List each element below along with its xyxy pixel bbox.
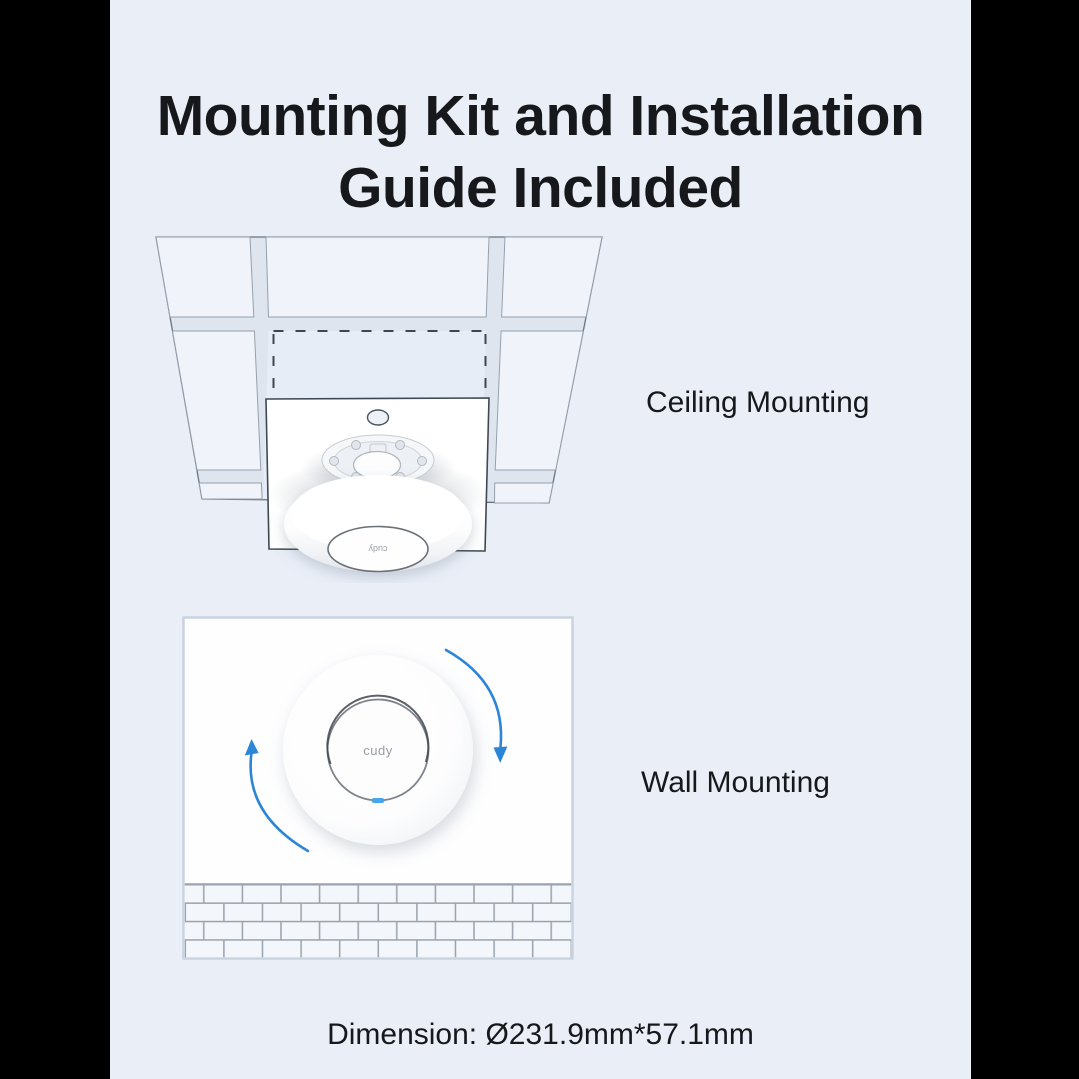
left-black-bar xyxy=(0,0,110,1079)
ceiling-mounting-illustration xyxy=(140,228,610,583)
page-title xyxy=(110,80,971,224)
right-black-bar xyxy=(971,0,1079,1079)
wall-access-point-device xyxy=(283,655,473,845)
title-line-1: Mounting Kit and Installation xyxy=(156,84,925,149)
access-point-device xyxy=(284,475,472,572)
title-line-2: Guide Included xyxy=(338,156,743,221)
led-indicator xyxy=(372,798,385,803)
cable-hole xyxy=(368,410,389,425)
brand-logo: cudy xyxy=(363,743,393,758)
bracket-center-hole xyxy=(354,452,401,479)
brick-wall xyxy=(185,884,571,957)
wall-mounting-label: Wall Mounting xyxy=(641,766,830,799)
dimension-text: Dimension: Ø231.9mm*57.1mm xyxy=(327,1018,754,1051)
wall-mounting-illustration xyxy=(178,613,578,963)
brand-logo: cudy xyxy=(368,544,388,554)
ceiling-mounting-label: Ceiling Mounting xyxy=(646,386,870,419)
